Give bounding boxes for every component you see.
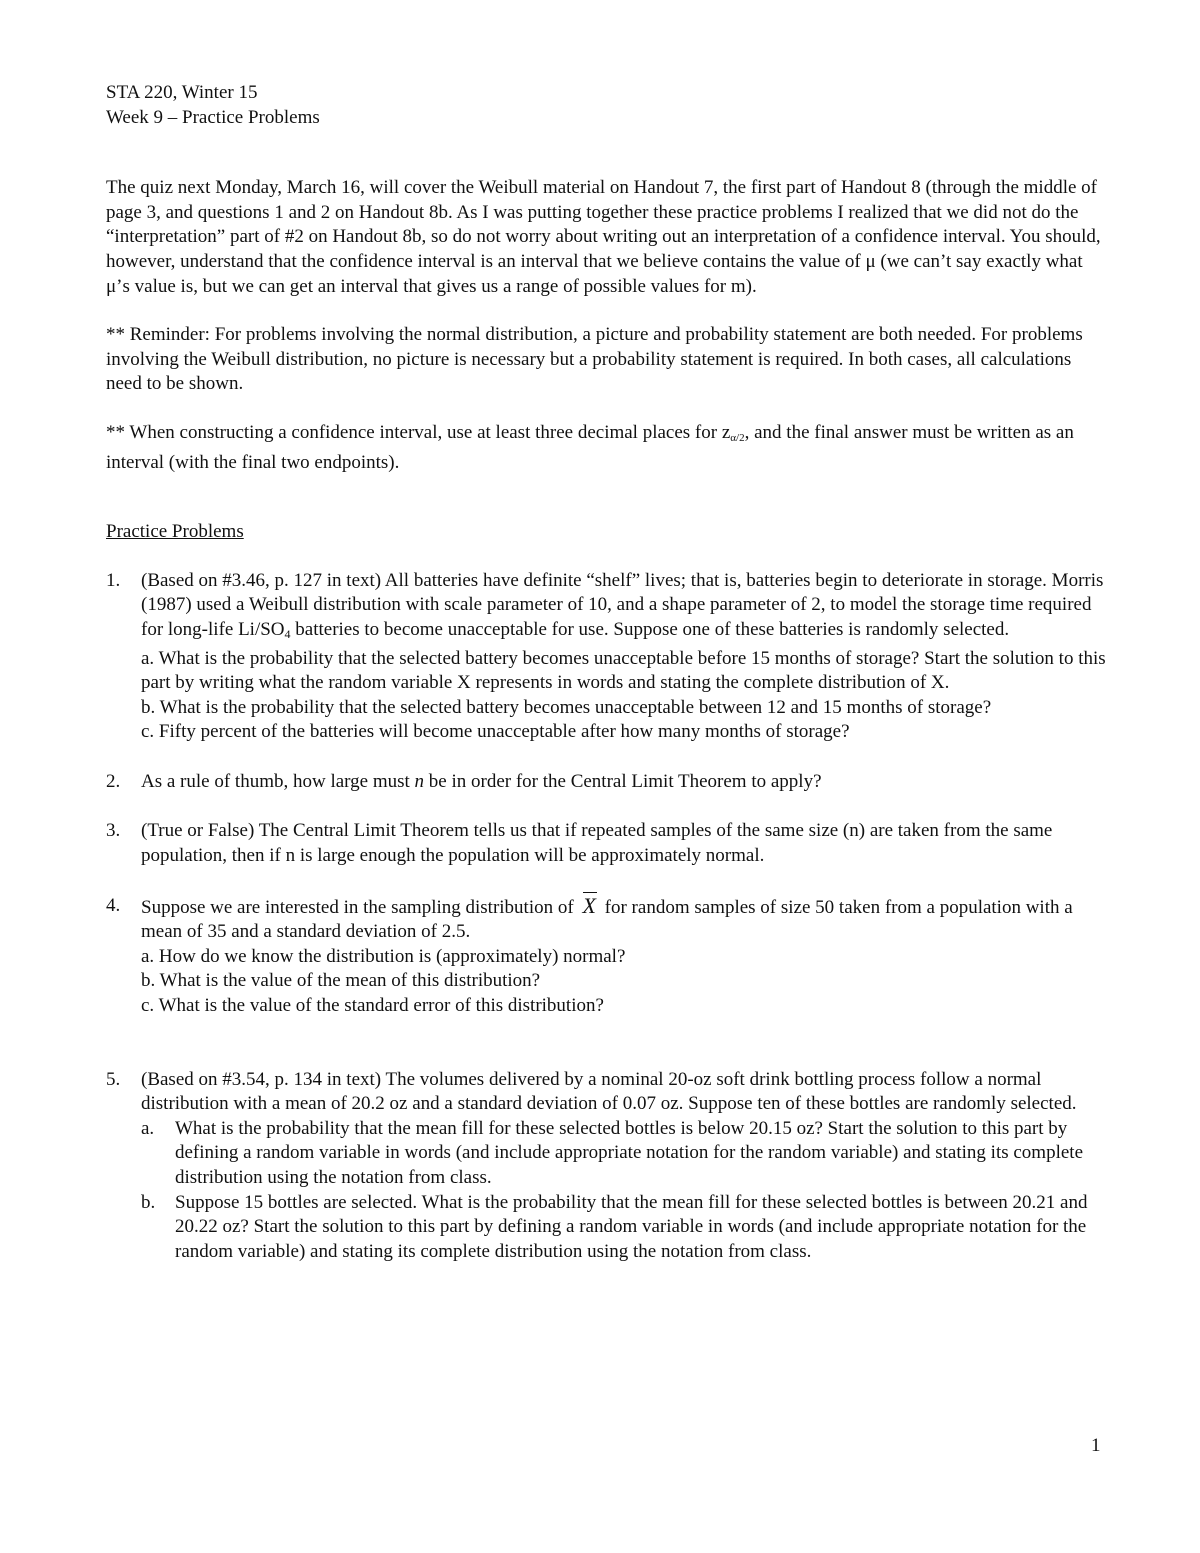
intro-paragraph: The quiz next Monday, March 16, will cover the Weibull material on Handout 7, the first part of Handout 8 (through the middle of page 3, and questions 1 and 2 on Handout 8b. As I was putting together these practice problems I realized that we did not do the “interpretation” part of #2 on Handout 8b, so do not worry about writing out an interpretation of a confidence interval. You should, however, understand that the confidence interval is an interval that we believe contains the value of μ (we can’t say exactly what μ’s value is, but we can get an interval that gives us a range of possible values for m). [106,177,1101,297]
problem-number: 3. [106,820,121,842]
course-line: STA 220, Winter 15 [106,82,258,103]
problem-number: 2. [106,770,121,792]
problem-part-c: c. Fifty percent of the batteries will become unacceptable after how many months of storage? [141,721,850,743]
problem-part-b: b. What is the value of the mean of this distribution? [141,970,541,992]
document-title: Week 9 – Practice Problems [106,106,320,128]
problem-part-b: b. What is the probability that the selected battery becomes unacceptable between 12 and 15 months of storage? [141,696,992,718]
italic-n: n [414,770,425,792]
problem-3 [106,819,1106,868]
confidence-interval-note: ** When constructing a confidence interval, use at least three decimal places for zα/2, and the final answer must be written as an interval (with the final two endpoints). [106,421,1074,473]
problem-list [106,569,1106,1265]
chemical-subscript: 4 [284,626,291,641]
z-subscript: α/2 [730,431,745,444]
page-number: 1 [1091,1435,1101,1456]
problem-number: 5. [106,1068,121,1090]
problem-4 [106,894,1106,1019]
problem-text: As a rule of thumb, how large must n be in order for the Central Limit Theorem to apply? [141,770,822,792]
document-header [106,81,1106,130]
problem-number: 1. [106,569,121,591]
problem-part-c: c. What is the value of the standard error of this distribution? [141,995,604,1017]
problem-text: (True or False) The Central Limit Theorem tells us that if repeated samples of the same size (n) are taken from the same population, then if n is large enough the population will be approximately normal. [141,820,1053,867]
part-label: b. [141,1191,156,1213]
problem-part-b: b. Suppose 15 bottles are selected. What is the probability that the mean fill for these selected bottles is between 20.21 and 20.22 oz? Start the solution to this part by defining a random variable in words (and include appropriate notation for the random variable) and stating its complete distribution using the notation from class. [141,1191,1088,1262]
problem-stem: (Based on #3.54, p. 134 in text) The volumes delivered by a nominal 20-oz soft drink bottling process follow a normal distribution with a mean of 20.2 oz and a standard deviation of 0.07 oz. Suppose ten of these bottles are randomly selected. [141,1068,1077,1115]
document-page [106,81,1106,1289]
section-title: Practice Problems [106,521,244,543]
problem-stem: (Based on #3.46, p. 127 in text) All batteries have definite “shelf” lives; that is, batteries begin to deteriorate in storage. Morris (1987) used a Weibull distribution with scale parameter of 10, and a shape parameter of 2, to model the storage time required for long-life $Li/SO_4$ batteries to become unacceptable for use. Suppose one of these batteries is randomly selected. [141,569,1104,641]
problem-part-a: a. How do we know the distribution is (approximately) normal? [141,945,626,967]
problem-part-a: a. What is the probability that the selected battery becomes unacceptable before 15 months of storage? Start the solution to this part by writing what the random variable X represents in words and stating the complete distribution of X. [141,647,1106,694]
reminder-paragraph: ** Reminder: For problems involving the normal distribution, a picture and probability statement are both needed. For problems involving the Weibull distribution, no picture is necessary but a probability statement is required. In both cases, all calculations need to be shown. [106,324,1083,395]
problem-5 [106,1068,1106,1265]
problem-part-a: a. What is the probability that the mean fill for these selected bottles is below 20.15 oz? Start the solution to this part by defining a random variable in words (and include appropriate notation for the random variable) and stating its complete distribution using the notation from class. [141,1117,1084,1188]
problem-stem: Suppose we are interested in the sampling distribution of X for random samples of size 50 taken from a population with a mean of 35 and a standard deviation of 2.5. [141,892,1073,943]
problem-1 [106,569,1106,745]
x-bar-symbol: X [582,892,596,918]
problem-2 [106,770,1106,795]
part-label: a. [141,1117,155,1139]
problem-number: 4. [106,894,121,916]
